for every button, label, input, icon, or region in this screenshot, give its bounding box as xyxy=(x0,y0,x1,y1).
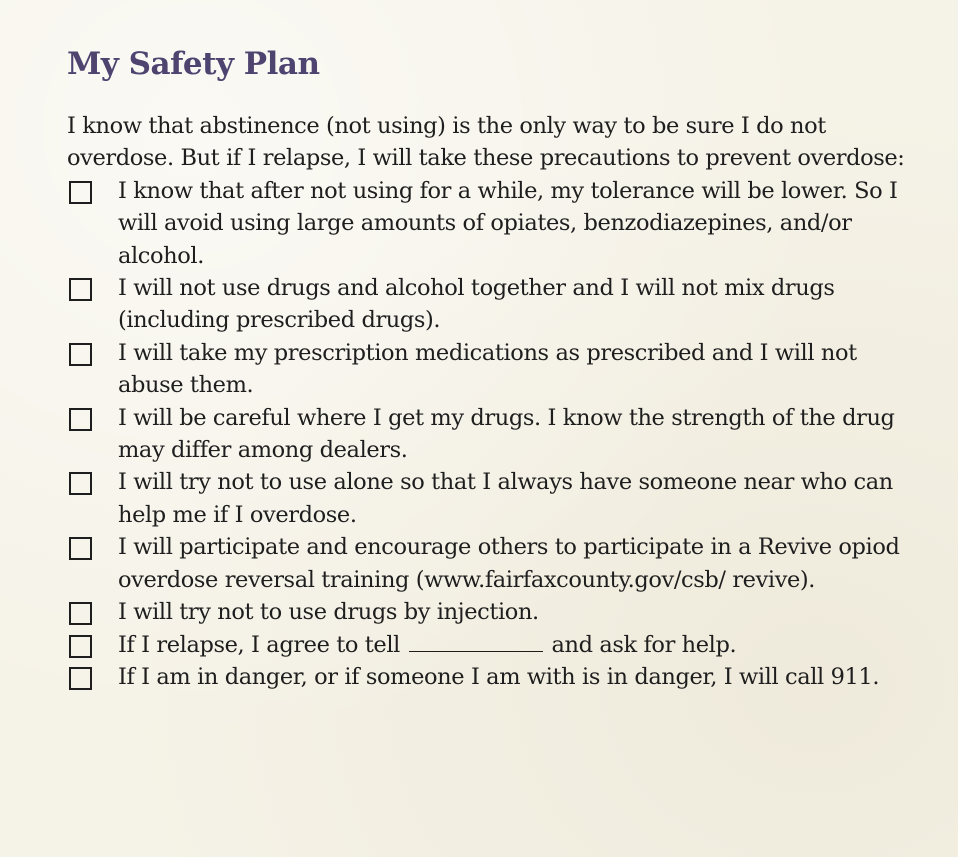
checklist-item-text: I will be careful where I get my drugs. I know the strength of the drug may differ among dealers. xyxy=(118,404,895,464)
intro-paragraph: I know that abstinence (not using) is the only way to be sure I do not overdose. But if I relapse, I will take these precautions to prevent overdose: xyxy=(67,113,905,172)
checklist-item-text-after: and ask for help. xyxy=(551,631,737,658)
checklist-item-text: I will take my prescription medications as prescribed and I will not abuse them. xyxy=(118,339,857,399)
checklist-item-no-injection xyxy=(67,596,917,628)
precautions-checklist xyxy=(67,175,917,694)
checklist-item-not-alone xyxy=(67,466,917,531)
checkbox[interactable] xyxy=(69,667,92,690)
checklist-item-call-911 xyxy=(67,661,917,693)
checklist-item-text: I will try not to use drugs by injection. xyxy=(118,599,539,626)
checkbox[interactable] xyxy=(69,181,92,204)
checkbox[interactable] xyxy=(69,408,92,431)
checkbox[interactable] xyxy=(69,472,92,495)
checklist-item-tell-someone xyxy=(67,629,917,661)
checkbox[interactable] xyxy=(69,343,92,366)
checklist-item-text: I will participate and encourage others to participate in a Revive opiod overdose reversal training (www.fairfaxcounty.gov/csb/ revive). xyxy=(118,534,900,593)
checklist-item-revive-training xyxy=(67,531,917,596)
checklist-item-tolerance xyxy=(67,175,917,272)
page-title: My Safety Plan xyxy=(67,46,320,82)
checklist-item-text: I will try not to use alone so that I always have someone near who can help me if I overdose. xyxy=(118,469,893,528)
checklist-item-text: I will not use drugs and alcohol together and I will not mix drugs (including prescribed drugs). xyxy=(118,275,835,334)
checklist-item-text-before: If I relapse, I agree to tell xyxy=(118,631,400,658)
checklist-item-text: If I am in danger, or if someone I am with is in danger, I will call 911. xyxy=(118,663,880,690)
checkbox[interactable] xyxy=(69,537,92,560)
checklist-item-text: I know that after not using for a while, my tolerance will be lower. So I will avoid using large amounts of opiates, benzodiazepines, and/or alcohol. xyxy=(118,177,898,269)
checklist-item-no-mixing xyxy=(67,272,917,337)
checklist-item-drug-source xyxy=(67,402,917,467)
checkbox[interactable] xyxy=(69,602,92,625)
checkbox[interactable] xyxy=(69,635,92,658)
checklist-item-prescriptions xyxy=(67,337,917,402)
safety-plan-document xyxy=(67,40,917,693)
fill-in-blank[interactable] xyxy=(409,629,543,652)
checkbox[interactable] xyxy=(69,278,92,301)
